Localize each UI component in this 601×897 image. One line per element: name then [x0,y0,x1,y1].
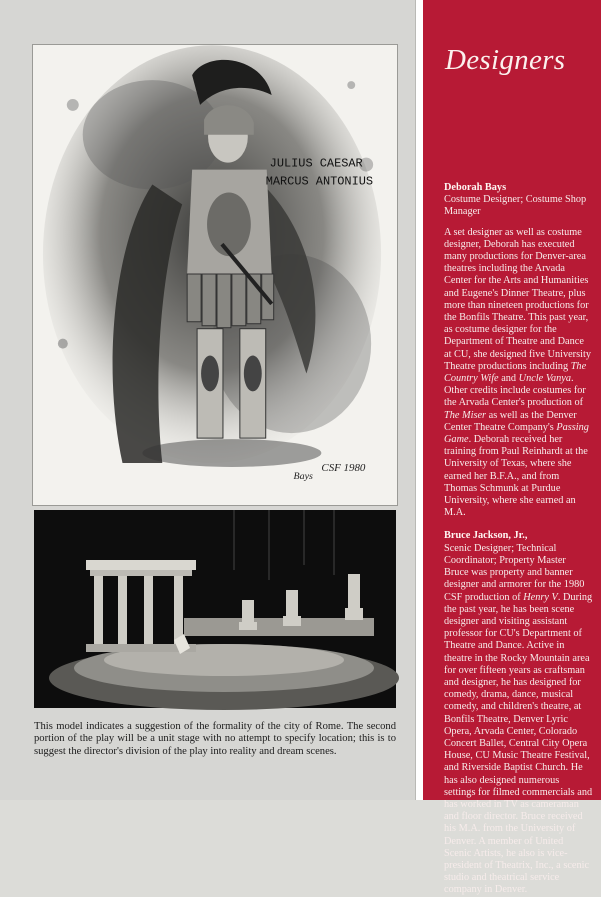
inscription-julius-caesar: JULIUS CAESAR [269,156,363,171]
designer-name: Deborah Bays [444,182,507,193]
artist-signature: Bays [293,470,313,482]
stage-model-photo [34,510,396,708]
designers-column [423,110,601,896]
designers-header-band [423,0,601,110]
designers-title: Designers [445,44,566,76]
inscription-marcus-antonius: MARCUS ANTONIUS [265,174,374,189]
designer-role: Scenic Designer; Technical Coordinator; Property Master [444,542,566,566]
artist-mark: CSF 1980 [321,461,366,474]
designer-bio: A set designer as well as costume designer, Deborah has executed many productions for Denver-area theatres including the Arvada Center for the Arts and Humanities and Eugene's Dinner Theatre, plus more than nineteen productions for the Bonfils Theatre. This past year, as costume designer for the Department of Theatre and Dance at CU, she designed five University Theatre productions including The Country Wife and Uncle Vanya. Other credits include costumes for the Arvada Center's production of The Miser as well as the Denver Center Theatre Company's Passing Game. Deborah received her training from Paul Reinhardt at the University of Texas, where she earned her B.F.A., and from Thomas Schmunk at Purdue University, where she earned an M.A. [444,226,591,519]
designer-role: Costume Designer; Costume Shop Manager [444,194,587,218]
designer-entry [444,182,593,519]
designers-sidebar [415,0,600,896]
designer-entry [444,530,593,896]
photo-caption: This model indicates a suggestion of the formality of the city of Rome. The second portion of the play will be a unit stage with no attempt to specify location; this is to suggest the director's division of the play into reality and dream scenes. [34,721,396,757]
designer-name: Bruce Jackson, Jr., [444,530,528,542]
designer-bio: Bruce was property and banner designer and armorer for the 1980 CSF production of Henry V. During the past year, he has been scene designer and visiting assistant professor for CU's Department of Theatre and Dance. Active in theatre in the Rocky Mountain area for over fifteen years as craftsman and designer, he has designed for comedy, drama, dance, musical comedy, and children's theatre, at Bonfils Theatre, Denver Lyric Opera, Arvada Center, Colorado Concert Ballet, Central City Opera House, CU Music Theatre Festival, and Riverside Baptist Church. He has also designed numerous settings for filmed commercials and has worked in TV as cameraman and floor director. Bruce received his M.A. from the University of Denver. A member of United Scenic Artists, he also is vice-president of Theatrix, Inc., a scenic studio and theatrical service company in Denver. [444,567,593,896]
costume-sketch-illustration [32,44,398,506]
